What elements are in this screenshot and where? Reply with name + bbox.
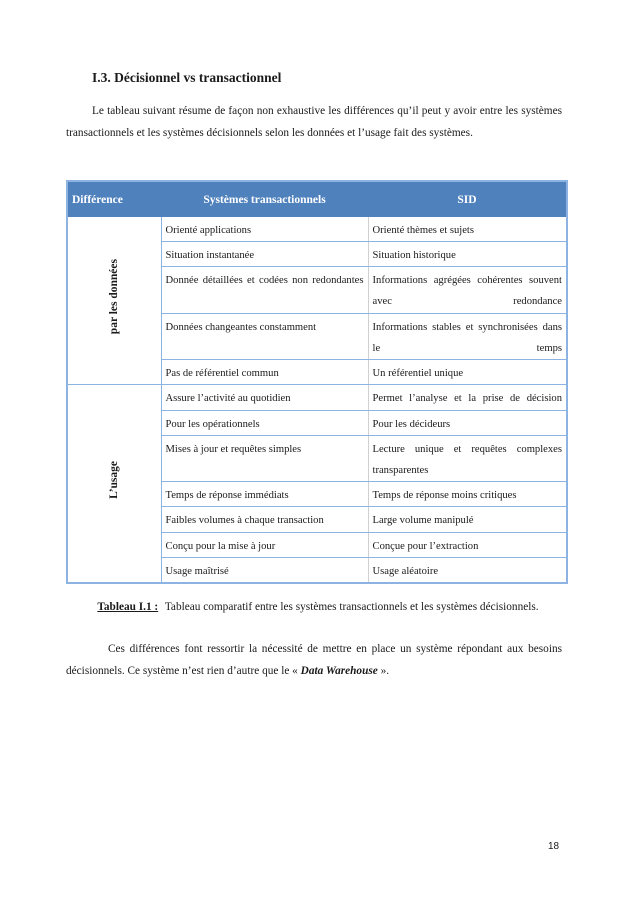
table-cell: Situation historique <box>368 242 566 267</box>
table-cell: Temps de réponse moins critiques <box>368 482 566 507</box>
table-cell: Lecture unique et requêtes complexes transparentes <box>368 435 566 481</box>
table-header-row <box>68 182 566 217</box>
table-row <box>68 217 566 242</box>
closing-text: Ces différences font ressortir la nécessité de mettre en place un système répondant aux besoins décisionnels. Ce système n’est rien d’autre que le « <box>66 643 562 677</box>
table-cell: Informations stables et synchronisées dans le temps <box>368 313 566 359</box>
table-cell: Usage aléatoire <box>372 565 439 577</box>
table-cell: Pour les opérationnels <box>161 410 368 435</box>
table-cell: Assure l’activité au quotidien <box>161 385 368 410</box>
table-cell: Un référentiel unique <box>368 360 566 385</box>
comparison-table <box>66 180 568 584</box>
table-cell: Temps de réponse immédiats <box>161 482 368 507</box>
caption-text: Tableau comparatif entre les systèmes transactionnels et les systèmes décisionnels. <box>164 601 539 613</box>
section-heading: I.3. Décisionnel vs transactionnel <box>92 70 282 85</box>
table-cell: Large volume manipulé <box>368 507 566 532</box>
table-cell: Mises à jour et requêtes simples <box>161 435 368 481</box>
group-label-data: par les données <box>107 259 120 335</box>
table-caption <box>66 598 570 616</box>
table-cell: Faibles volumes à chaque transaction <box>161 507 368 532</box>
table-cell: Permet l’analyse et la prise de décision <box>368 385 566 410</box>
data-warehouse-term: Data Warehouse <box>300 665 378 677</box>
caption-label: Tableau I.1 : <box>97 601 159 613</box>
table-cell: Pour les décideurs <box>368 410 566 435</box>
table-cell: Situation instantanée <box>161 242 368 267</box>
header-sid: SID <box>368 182 566 217</box>
table-cell: Informations agrégées cohérentes souvent avec redondance <box>368 267 566 313</box>
table-cell: Donnée détaillées et codées non redondantes <box>161 267 368 313</box>
group-data-cell <box>68 217 161 385</box>
table-row <box>68 385 566 410</box>
table-cell: Conçue pour l’extraction <box>368 532 566 557</box>
group-label-usage: L’usage <box>107 460 120 499</box>
closing-end: ». <box>377 665 390 677</box>
page-number: 18 <box>548 841 560 852</box>
group-usage-cell <box>68 385 161 582</box>
intro-paragraph: Le tableau suivant résume de façon non exhaustive les différences qu’il peut y avoir entre les systèmes transactionnels et les systèmes décisionnels selon les données et l’usage fait des systèmes. <box>66 105 562 139</box>
header-transactional: Systèmes transactionnels <box>161 182 368 217</box>
table-cell: Conçu pour la mise à jour <box>161 532 368 557</box>
table-cell: Orienté applications <box>161 217 368 242</box>
table-cell: Usage maîtrisé <box>161 557 368 582</box>
closing-paragraph <box>66 638 562 682</box>
table-cell: Orienté thèmes et sujets <box>368 217 566 242</box>
header-difference: Différence <box>68 182 161 217</box>
table-cell: Pas de référentiel commun <box>161 360 368 385</box>
table-cell: Données changeantes constamment <box>161 313 368 359</box>
